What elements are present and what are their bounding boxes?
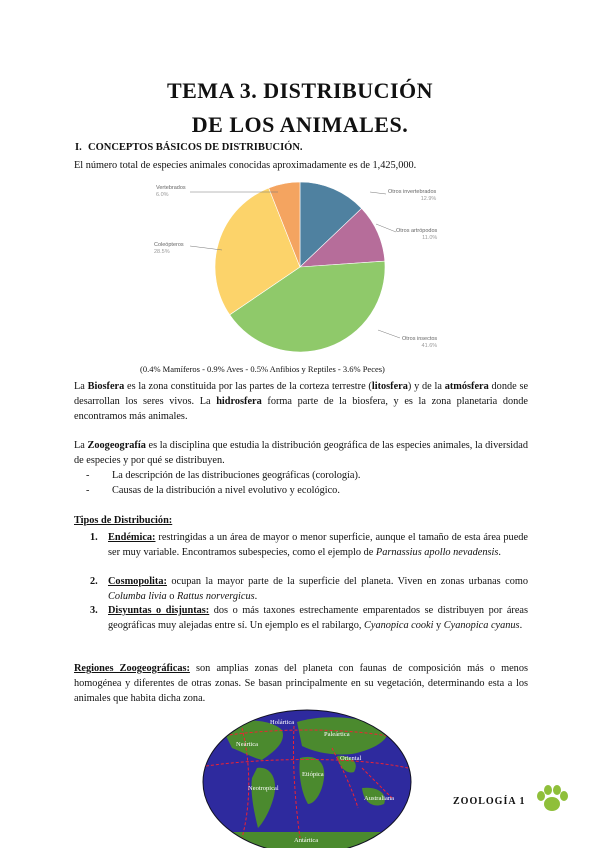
title-line-2: DE LOS ANIMALES. [191,112,409,137]
map-label: Australiana [364,795,394,802]
leader-line [370,192,386,194]
label-otros-artropodos: Otros artrópodos 11.0% [396,228,438,241]
label-coleopteros: Coleópteros 28.5% [154,242,184,255]
map-label: Paleártica [324,731,350,738]
pie-svg [150,180,460,355]
world-map-svg [202,708,412,848]
label-otros-insectos: Otros insectos 41.6% [402,336,438,349]
paragraph-biosfera: La Biosfera es la zona constituida por las partes de la corteza terrestre (litosfera) y de la atmósfera donde se desarrollan los seres vivos. La hidrosfera forma parte de la biosfera, y es la zona planetaria donde encontramos más animales. [74,381,529,422]
species-pie-chart [150,180,460,355]
tipo-disyunta: 3. Disyuntas o disjuntas: dos o más taxones estrechamente emparentados se distribuyen por áreas geográficas muy alejadas entre sí. Un ejemplo es el rabilargo, Cyanopica cooki y Cyanopica cyanus. [90,605,528,631]
label-vertebrados: Vertebrados 6.0% [156,185,186,198]
label-otros-invertebrados: Otros invertebrados 12.9% [388,189,437,202]
leader-line [376,224,396,232]
paragraph-regiones: Regiones Zoogeográficas: son amplias zonas del planeta con faunas de composición más o menos homogénea y diferentes de otras zonas. Se basan principalmente en su vegetación, determinando esta a los animales que habita dicha zona. [74,663,528,704]
tipos-heading: Tipos de Distribución: [74,515,173,526]
bullet-list [86,468,360,498]
footer-label: ZOOLOGÍA 1 [453,796,526,807]
leader-line [378,330,400,338]
map-label: Oriental [340,755,362,762]
list-item: - La descripción de las distribuciones geográficas (corología). [86,468,360,483]
zoogeographic-map [202,708,412,848]
section-title: CONCEPTOS BÁSICOS DE DISTRIBUCIÓN. [88,142,303,153]
map-label: Holártica [270,719,295,726]
title-line-1: TEMA 3. DISTRIBUCIÓN [166,78,434,103]
map-label: Antártica [294,837,319,844]
tipo-cosmopolita: 2. Cosmopolita: ocupan la mayor parte de la superficie del planeta. Viven en zonas urbanas como Columba livia o Rattus norvergicus. [90,576,528,602]
section-heading [75,142,303,153]
paw-icon [532,784,572,814]
section-number: I. [75,142,82,153]
list-item: - Causas de la distribución a nivel evolutivo y ecológico. [86,483,360,498]
map-label: Neártica [236,741,259,748]
intro-text: El número total de especies animales conocidas aproximadamente es de 1,425,000. [74,160,417,171]
tipo-endemica: 1. Endémica: restringidas a un área de mayor o menor superficie, aunque el tamaño de esta área puede ser muy variable. Encontramos subespecies, como el ejemplo de Parnassius apollo nevadensis. [90,532,528,558]
chart-caption: (0.4% Mamíferos - 0.9% Aves - 0.5% Anfibios y Reptiles - 3.6% Peces) [140,364,385,374]
map-label: Etiópica [302,771,324,778]
paragraph-zoogeografia: La Zoogeografía es la disciplina que estudia la distribución geográfica de las especies animales, la diversidad de especies y por qué se distribuyen. [74,440,528,466]
map-label: Neotropical [248,785,279,792]
